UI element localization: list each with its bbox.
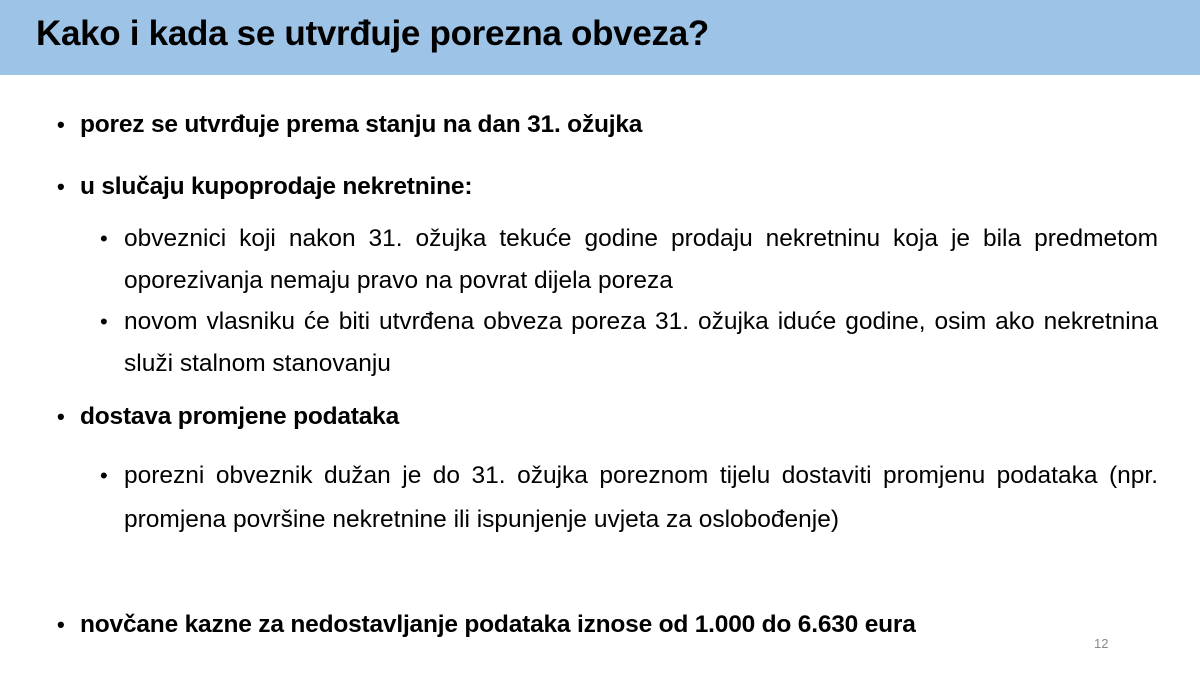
bullet-item [57,396,400,438]
bullet-item [57,166,473,208]
sub-bullet-item [100,454,1158,542]
sub-bullet-item [100,301,1158,385]
bullet-text: novčane kazne za nedostavljanje podataka iznose od 1.000 do 6.630 eura [80,611,916,638]
sub-bullet-text: obveznici koji nakon 31. ožujka tekuće godine prodaju nekretninu koja je bila predmetom oporezivanja nemaju pravo na povrat dijela poreza [124,225,1158,294]
bullet-icon: • [57,174,65,199]
bullet-icon: • [57,612,65,637]
bullet-icon: • [100,309,108,334]
page-number: 12 [1094,636,1109,651]
sub-bullet-text: novom vlasniku će biti utvrđena obveza poreza 31. ožujka iduće godine, osim ako nekretnina služi stalnom stanovanju [124,308,1158,377]
bullet-text: porez se utvrđuje prema stanju na dan 31. ožujka [80,111,643,138]
bullet-icon: • [57,112,65,137]
bullet-item [57,604,916,646]
bullet-icon: • [100,463,108,488]
bullet-text: dostava promjene podataka [80,403,400,430]
sub-bullet-item [100,218,1158,302]
bullet-item [57,104,643,146]
sub-bullet-text: porezni obveznik dužan je do 31. ožujka poreznom tijelu dostaviti promjenu podataka (npr. promjena površine nekretnine ili ispunjenje uvjeta za oslobođenje) [124,462,1158,533]
bullet-text: u slučaju kupoprodaje nekretnine: [80,173,473,200]
bullet-icon: • [57,404,65,429]
bullet-icon: • [100,226,108,251]
slide-title: Kako i kada se utvrđuje porezna obveza? [36,14,709,53]
